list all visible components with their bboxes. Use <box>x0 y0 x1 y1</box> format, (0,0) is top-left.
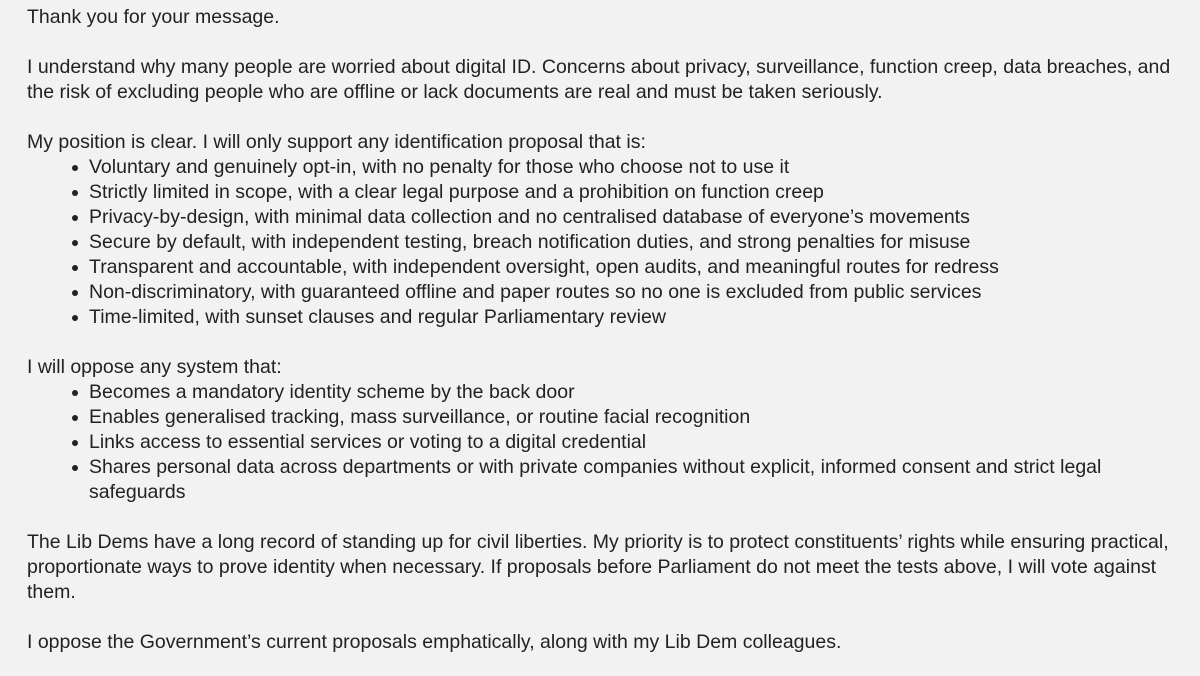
list-item: Privacy-by-design, with minimal data collection and no centralised database of everyone’s movements <box>89 205 1195 230</box>
oppose-conditions-list <box>27 380 1195 505</box>
paragraph-gap <box>27 505 1195 530</box>
list-item: Time-limited, with sunset clauses and regular Parliamentary review <box>89 305 1195 330</box>
letter-body <box>27 5 1195 655</box>
list-item: Transparent and accountable, with independent oversight, open audits, and meaningful routes for redress <box>89 255 1195 280</box>
list-item: Secure by default, with independent testing, breach notification duties, and strong penalties for misuse <box>89 230 1195 255</box>
concerns-paragraph: I understand why many people are worried about digital ID. Concerns about privacy, surveillance, function creep, data breaches, and the risk of excluding people who are offline or lack documents are real and must be taken seriously. <box>27 56 1171 103</box>
paragraph-gap <box>27 605 1195 630</box>
paragraph-gap <box>27 330 1195 355</box>
list-item: Enables generalised tracking, mass surveillance, or routine facial recognition <box>89 405 1195 430</box>
oppose-intro: I will oppose any system that: <box>27 356 282 378</box>
list-item: Links access to essential services or voting to a digital credential <box>89 430 1195 455</box>
list-item: Strictly limited in scope, with a clear legal purpose and a prohibition on function creep <box>89 180 1195 205</box>
record-paragraph: The Lib Dems have a long record of standing up for civil liberties. My priority is to protect constituents’ rights while ensuring practical, proportionate ways to prove identity when necessary. If proposals before Parliament do not meet the tests above, I will vote against them. <box>27 531 1169 603</box>
list-item: Voluntary and genuinely opt-in, with no penalty for those who choose not to use it <box>89 155 1195 180</box>
closing-paragraph: I oppose the Government’s current proposals emphatically, along with my Lib Dem colleagues. <box>27 631 842 653</box>
paragraph-gap <box>27 105 1195 130</box>
support-conditions-list <box>27 155 1195 330</box>
list-item: Non-discriminatory, with guaranteed offline and paper routes so no one is excluded from public services <box>89 280 1195 305</box>
list-item: Becomes a mandatory identity scheme by the back door <box>89 380 1195 405</box>
greeting-paragraph: Thank you for your message. <box>27 6 280 28</box>
paragraph-gap <box>27 30 1195 55</box>
support-intro: My position is clear. I will only support any identification proposal that is: <box>27 131 646 153</box>
list-item: Shares personal data across departments or with private companies without explicit, informed consent and strict legal safeguards <box>89 455 1195 505</box>
